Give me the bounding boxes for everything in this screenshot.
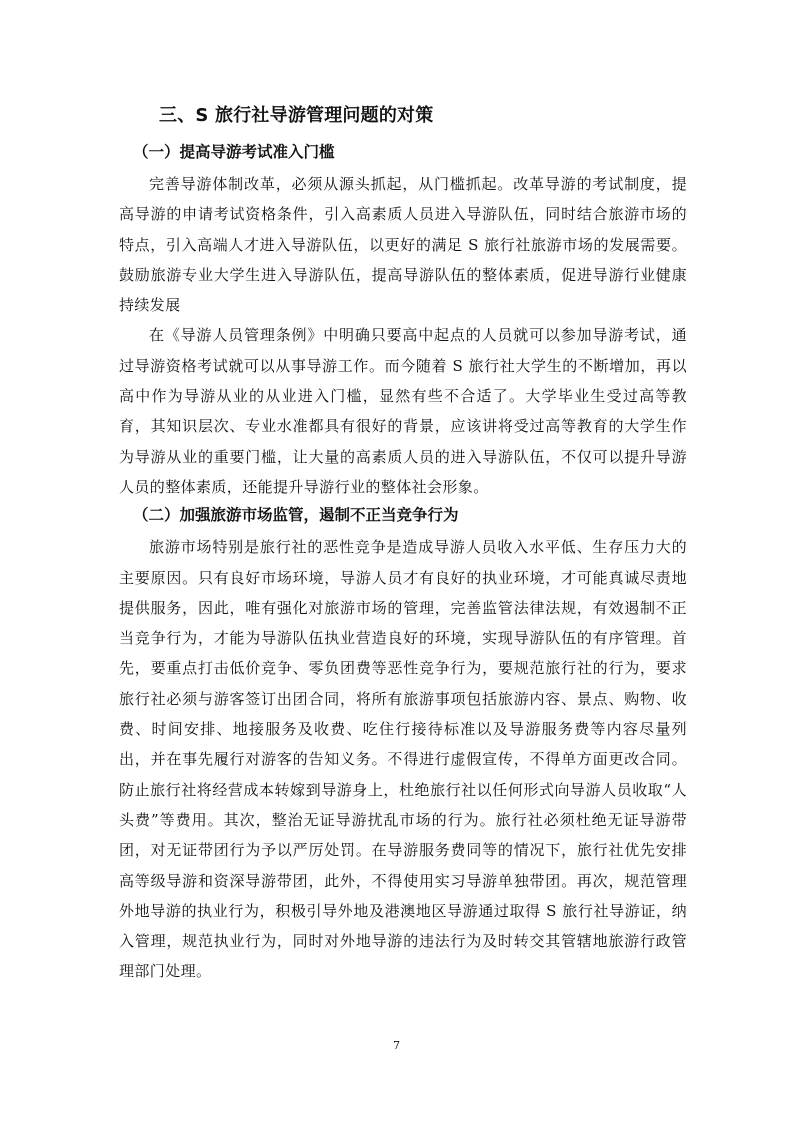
- page-number: 7: [393, 1039, 400, 1052]
- page-content: [119, 103, 687, 987]
- paragraph: 旅游市场特别是旅行社的恶性竞争是造成导游人员收入水平低、生存压力大的主要原因。只有良好市场环境，导游人员才有良好的执业环境，才可能真诚尽责地提供服务，因此，唯有强化对旅游市场的管理，完善监管法律法规，有效遏制不正当竞争行为，才能为导游队伍执业营造良好的环境，实现导游队伍的有序管理。首先，要重点打击低价竞争、零负团费等恶性竞争行为，要规范旅行社的行为，要求旅行社必须与游客签订出团合同，将所有旅游事项包括旅游内容、景点、购物、收费、时间安排、地接服务及收费、吃住行接待标准以及导游服务费等内容尽量列出，并在事先履行对游客的告知义务。不得进行虚假宣传，不得单方面更改合同。防止旅行社将经营成本转嫁到导游身上，杜绝旅行社以任何形式向导游人员收取“人头费”等费用。其次，整治无证导游扰乱市场的行为。旅行社必须杜绝无证导游带团，对无证带团行为予以严厉处罚。在导游服务费同等的情况下，旅行社优先安排高等级导游和资深导游带团，此外，不得使用实习导游单独带团。再次，规范管理外地导游的执业行为，积极引导外地及港澳地区导游通过取得 S 旅行社导游证，纳入管理，规范执业行为，同时对外地导游的违法行为及时转交其管辖地旅游行政管理部门处理。: [119, 538, 687, 981]
- subsection-heading-1: （一）提高导游考试准入门槛: [133, 143, 335, 161]
- section-title: 三、S 旅行社导游管理问题的对策: [159, 105, 434, 126]
- paragraph: 完善导游体制改革，必须从源头抓起，从门槛抓起。改革导游的考试制度，提高导游的申请考试资格条件，引入高素质人员进入导游队伍，同时结合旅游市场的特点，引入高端人才进入导游队伍，以更好的满足 S 旅行社旅游市场的发展需要。鼓励旅游专业大学生进入导游队伍，提高导游队伍的整体素质，促进导游行业健康持续发展: [119, 175, 687, 315]
- paragraph: 在《导游人员管理条例》中明确只要高中起点的人员就可以参加导游考试，通过导游资格考试就可以从事导游工作。而今随着 S 旅行社大学生的不断增加，再以高中作为导游从业的从业进入门槛，显然有些不合适了。大学毕业生受过高等教育，其知识层次、专业水准都具有很好的背景，应该讲将受过高等教育的大学生作为导游从业的重要门槛，让大量的高素质人员的进入导游队伍，不仅可以提升导游人员的整体素质，还能提升导游行业的整体社会形象。: [119, 326, 687, 496]
- subsection-heading-2: （二）加强旅游市场监管，遏制不正当竞争行为: [133, 506, 459, 525]
